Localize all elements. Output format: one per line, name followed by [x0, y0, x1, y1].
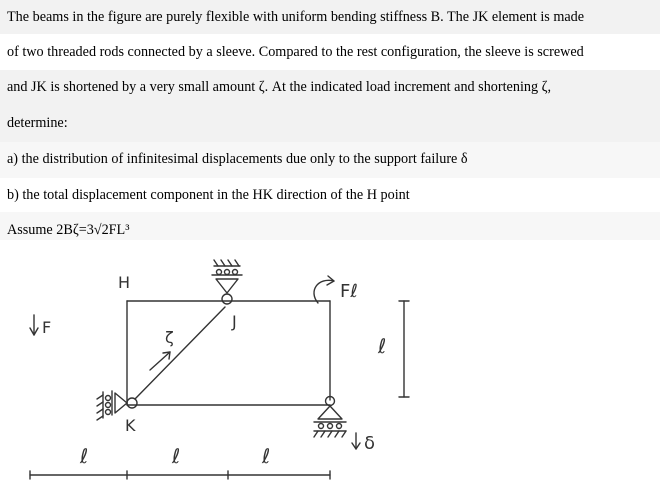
zeta-arrow [150, 352, 170, 370]
hatch [321, 431, 325, 437]
roller-right-3 [337, 424, 342, 429]
roller-left-2 [106, 403, 111, 408]
label-J: J [232, 312, 237, 331]
label-Fl: Fℓ [340, 281, 358, 302]
pin-K [127, 398, 137, 408]
roller-right-1 [319, 424, 324, 429]
hatch [97, 409, 103, 413]
label-zeta: ζ [165, 328, 174, 347]
label-F: F [42, 318, 52, 337]
hatch [314, 431, 318, 437]
label-l2: ℓ [172, 444, 181, 468]
label-l-vertical: ℓ [378, 334, 387, 358]
label-l1: ℓ [80, 444, 89, 468]
label-l3: ℓ [262, 444, 271, 468]
support-right [318, 406, 342, 419]
text-band-4 [0, 106, 660, 142]
problem-line-4: determine: [7, 115, 68, 131]
roller-top-2 [225, 270, 230, 275]
roller-left-1 [106, 396, 111, 401]
hatch [335, 431, 339, 437]
hatch [221, 260, 225, 266]
support-top [216, 279, 238, 293]
support-left [115, 393, 127, 413]
roller-right-2 [328, 424, 333, 429]
hatch [97, 395, 103, 399]
roller-top-3 [233, 270, 238, 275]
hatch [228, 260, 232, 266]
hatch [328, 431, 332, 437]
part-a-text: a) the distribution of infinitesimal displacements due only to the support failure δ [7, 151, 468, 167]
assumption-text: Assume 2Bζ=3√2FL³ [7, 222, 130, 238]
moment-arrow [314, 280, 334, 303]
roller-left-3 [106, 410, 111, 415]
part-b-text: b) the total displacement component in the HK direction of the H point [7, 187, 410, 203]
problem-line-1: The beams in the figure are purely flexible with uniform bending stiffness B. The JK element is made [7, 9, 585, 25]
problem-line-3: and JK is shortened by a very small amount ζ. At the indicated load increment and shortening ζ, [7, 79, 552, 95]
hatch [342, 431, 346, 437]
hatch [97, 402, 103, 406]
roller-top-1 [217, 270, 222, 275]
hatch [214, 260, 218, 266]
pin-J [222, 294, 232, 304]
label-delta: δ [364, 433, 376, 454]
label-H: H [118, 273, 131, 292]
label-K: K [125, 416, 136, 435]
problem-line-2: of two threaded rods connected by a sleeve. Compared to the rest configuration, the sleeve is screwed [7, 44, 584, 60]
hatch [97, 416, 103, 420]
structure-figure [0, 235, 440, 500]
diagonal-jk [135, 307, 225, 399]
hatch [235, 260, 239, 266]
